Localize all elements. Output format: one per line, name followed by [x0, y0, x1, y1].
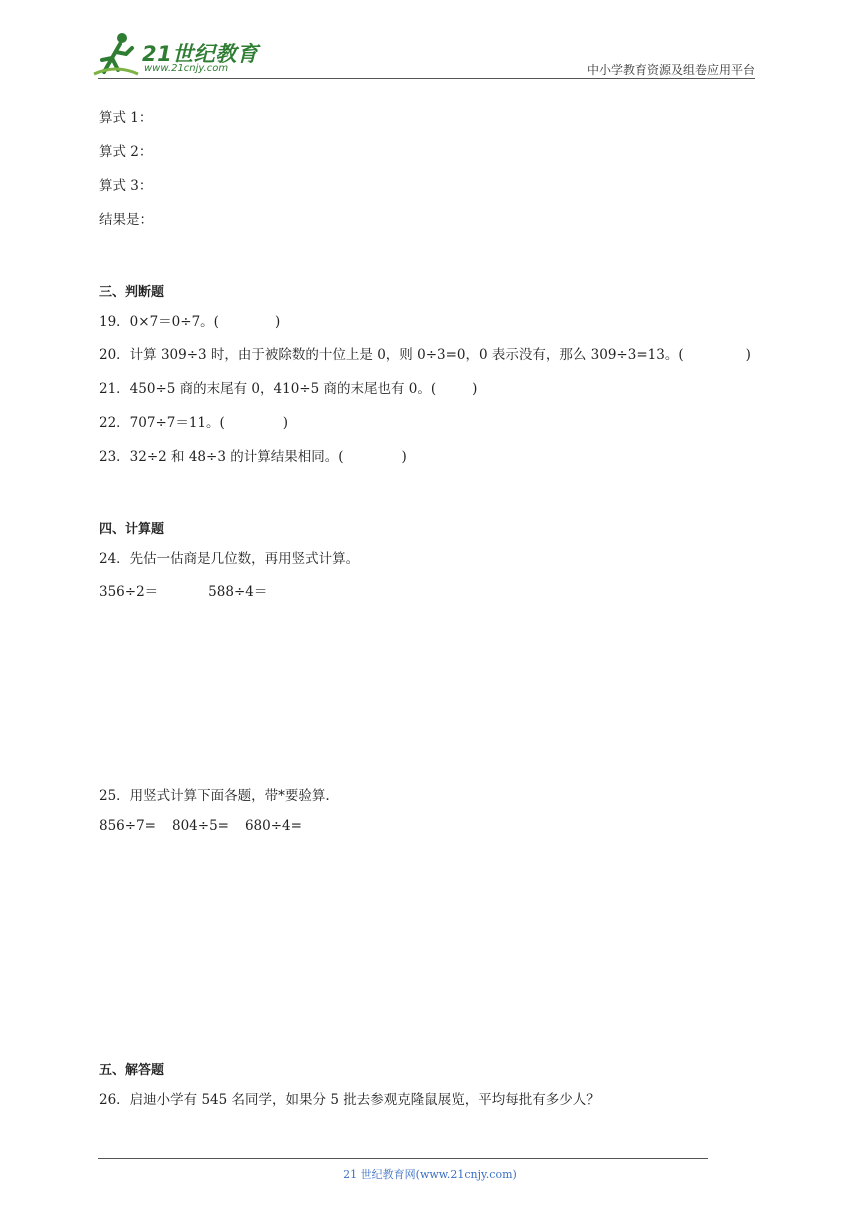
formula-line-2: 算式 2： [99, 144, 153, 160]
question-25: 25．用竖式计算下面各题，带*要验算. [99, 788, 330, 804]
footer-divider [98, 1158, 708, 1159]
question-20-text: 20．计算 309÷3 时，由于被除数的十位上是 0，则 0÷3=0，0 表示没有，那么 309÷3=13。( [99, 347, 684, 363]
runner-logo-icon [92, 30, 142, 78]
site-logo[interactable] [92, 30, 262, 80]
page-header [0, 0, 860, 90]
expression: 588÷4＝ [208, 584, 268, 600]
logo-url: www.21cnjy.com [144, 63, 229, 74]
platform-title: 中小学教育资源及组卷应用平台 [586, 63, 755, 77]
expression: 680÷4= [244, 818, 302, 834]
section-5-title: 五、解答题 [99, 1063, 165, 1078]
formula-line-3: 算式 3： [99, 178, 153, 194]
question-24: 24．先估一估商是几位数，再用竖式计算。 [99, 551, 360, 567]
question-23-text: 23．32÷2 和 48÷3 的计算结果相同。( [99, 449, 344, 465]
answer-paren-close: ) [282, 415, 289, 431]
section-4-title: 四、计算题 [99, 522, 165, 537]
question-19 [99, 310, 280, 330]
logo-text: 21世纪教育 [142, 42, 259, 66]
expression: 856÷7= [99, 818, 156, 834]
question-22-text: 22．707÷7＝11。( [99, 415, 225, 431]
answer-paren-close: ) [274, 314, 281, 330]
footer-link[interactable]: 21 世纪教育网(www.21cnjy.com) [343, 1168, 517, 1181]
question-22 [99, 411, 288, 431]
question-24-expressions [99, 580, 267, 600]
question-25-expressions [99, 818, 302, 834]
answer-paren-close: ) [401, 449, 407, 465]
result-line: 结果是： [99, 212, 153, 228]
header-divider [98, 78, 755, 79]
question-21 [99, 377, 477, 397]
formula-line-1: 算式 1： [99, 110, 153, 126]
question-19-text: 19．0×7＝0÷7。( [99, 314, 219, 330]
question-23 [99, 445, 407, 465]
expression: 356÷2＝ [99, 584, 159, 600]
answer-paren-close: ) [472, 381, 478, 397]
question-21-text: 21．450÷5 商的末尾有 0，410÷5 商的末尾也有 0。( [99, 381, 437, 397]
question-20 [99, 343, 751, 363]
expression: 804÷5= [171, 818, 229, 834]
question-26: 26．启迪小学有 545 名同学，如果分 5 批去参观克隆鼠展览，平均每批有多少人？ [99, 1092, 600, 1108]
section-3-title: 三、判断题 [99, 285, 165, 300]
answer-paren-close: ) [745, 347, 751, 363]
